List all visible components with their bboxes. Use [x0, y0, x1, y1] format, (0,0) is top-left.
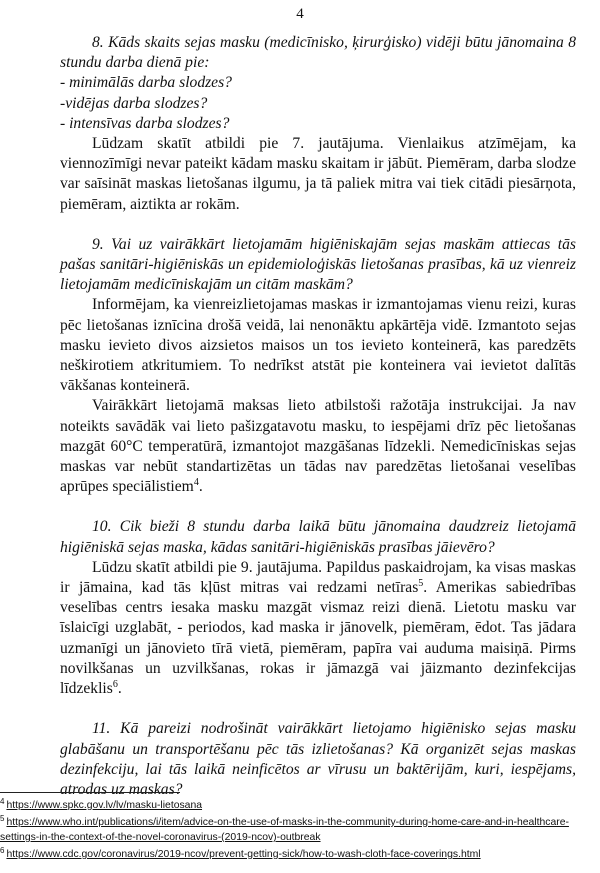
answer-paragraph: Informējam, ka vienreizlietojamas maskas ir izmantojamas vienu reizi, kuras pēc lietošanas iznīcina drošā veidā, lai nenonāktu apkārtēja vidē. Izmantoto sejas masku ievieto divos aizsietos maisos un tos ievieto konteinerā, kas paredzēts neškirotiem atkritumiem. To nedrīkst atstāt pie konteinera vai ievietot dalītās vākšanas konteinerā.: [60, 296, 576, 395]
question-text: 8. Kāds skaits sejas masku (medicīnisko, ķirurģisko) vidēji būtu jānomaina 8 stundu darba dienā pie:: [60, 34, 576, 72]
question-text: 9. Vai uz vairākkārt lietojamām higiēniskajām sejas maskām attiecas tās pašas sanitāri-higiēniskās un epidemioloģiskās lietošanas prasības, kā uz vienreiz lietojamām medicīniskajām un citām maskām?: [60, 235, 576, 294]
question-text: 11. Kā pareizi nodrošināt vairākkārt lietojamo higiēnisko sejas masku glabāšanu un transportēšanu pēc tās izlietošanas? Kā organizēt sejas maskas dezinfekciju, lai tās laikā neinficētos ar vīrusu un baktērijām, kuri, iespējams, atrodas uz maskas?: [60, 720, 576, 798]
footnote-4: [0, 798, 600, 813]
option-intensive: - intensīvas darba slodzes?: [60, 114, 230, 132]
footnote-number: 5: [0, 813, 5, 823]
footnote-number: 4: [0, 796, 5, 806]
question-8: [60, 33, 576, 215]
answer-paragraph: [60, 558, 576, 699]
footnote-ref[interactable]: 5: [418, 577, 424, 589]
document-body: [60, 33, 576, 800]
question-9: [60, 235, 576, 498]
footnote-5: [0, 815, 600, 845]
footnote-6: [0, 847, 600, 862]
question-10: [60, 517, 576, 699]
option-minimal: - minimālās darba slodzes?: [60, 74, 232, 92]
footnote-ref[interactable]: 6: [112, 678, 118, 690]
answer-text: Vairākkārt lietojamā maksas lieto atbilstoši ražotāja instrukcijai. Ja nav noteikts savādāk vai lieto pašizgatavotu masku, to iespējami drīz pēc lietošanas mazgāt 60°C temperatūrā, izmantojot mazgāšanas līdzekli. Nemedicīniskas sejas maskas var nebūt standartizētas un tādas nav paredzētas lietošanai veselības aprūpes speciālistiem: [60, 397, 576, 496]
question-11: [60, 719, 576, 800]
footnote-link[interactable]: https://www.cdc.gov/coronavirus/2019-ncov/prevent-getting-sick/how-to-wash-cloth-face-coverings.html: [6, 849, 481, 860]
footnotes: [0, 798, 600, 864]
footnote-link[interactable]: https://www.spkc.gov.lv/lv/masku-lietosana: [6, 800, 203, 811]
answer-paragraph: Lūdzam skatīt atbildi pie 7. jautājuma. Vienlaikus atzīmējam, ka viennozīmīgi nevar pateikt kādam masku skaitam ir jābūt. Piemēram, darba slodze var saīsināt maskas lietošanas ilgumu, ja tā paliek mitra vai tiek citādi piesārņota, piemēram, aiztikta ar rokām.: [60, 135, 576, 213]
answer-text-continued: . Amerikas sabiedrības veselības centrs iesaka masku mazgāt vismaz reizi dienā. Lietotu masku var īslaicīgi uzglabāt, - periodos, kad maska ir jānovelk, piemēram, ēdot. Tas jādara uzmanīgi un jānovieto tīrā vietā, piemēram, papīra vai auduma maisiņā. Pirms novilkšanas un uzvilkšanas, rokas ir jāmazgā vai jāizmanto dezinfekcijas līdzeklis: [60, 579, 576, 698]
footnote-link[interactable]: https://www.who.int/publications/i/item/advice-on-the-use-of-masks-in-the-community-during-home-care-and-in-healthcare-settings-in-the-context-of-the-novel-coronavirus-(2019-ncov)-outbreak: [0, 817, 569, 843]
sentence-end: .: [117, 680, 122, 698]
footnote-number: 6: [0, 845, 5, 855]
page-number: 4: [296, 6, 304, 22]
footnote-divider: [0, 792, 180, 793]
answer-paragraph: Vairākkārt lietojamā maksas lieto atbilstoši ražotāja instrukcijai. Ja nav noteikts savādāk vai lieto pašizgatavotu masku, to iespējami drīz pēc lietošanas mazgāt 60°C temperatūrā, izmantojot mazgāšanas līdzekli. Nemedicīniskas sejas maskas var nebūt standartizētas un tādas nav paredzētas lietošanai veselības aprūpes speciālistiem$^4$.: [60, 397, 576, 496]
question-text: 10. Cik bieži 8 stundu darba laikā būtu jānomaina daudzreiz lietojamā higiēniskā sejas maska, kādas sanitāri-higiēniskās prasības jāievēro?: [60, 518, 576, 556]
answer-text: Lūdzu skatīt atbildi pie 9. jautājuma. Papildus paskaidrojam, ka visas maskas ir jāmaina, kad tās kļūst mitras vai redzami netīras: [60, 558, 576, 597]
footnote-ref[interactable]: 4: [193, 477, 199, 489]
option-medium: -vidējas darba slodzes?: [60, 94, 208, 112]
question-options: [60, 73, 576, 134]
